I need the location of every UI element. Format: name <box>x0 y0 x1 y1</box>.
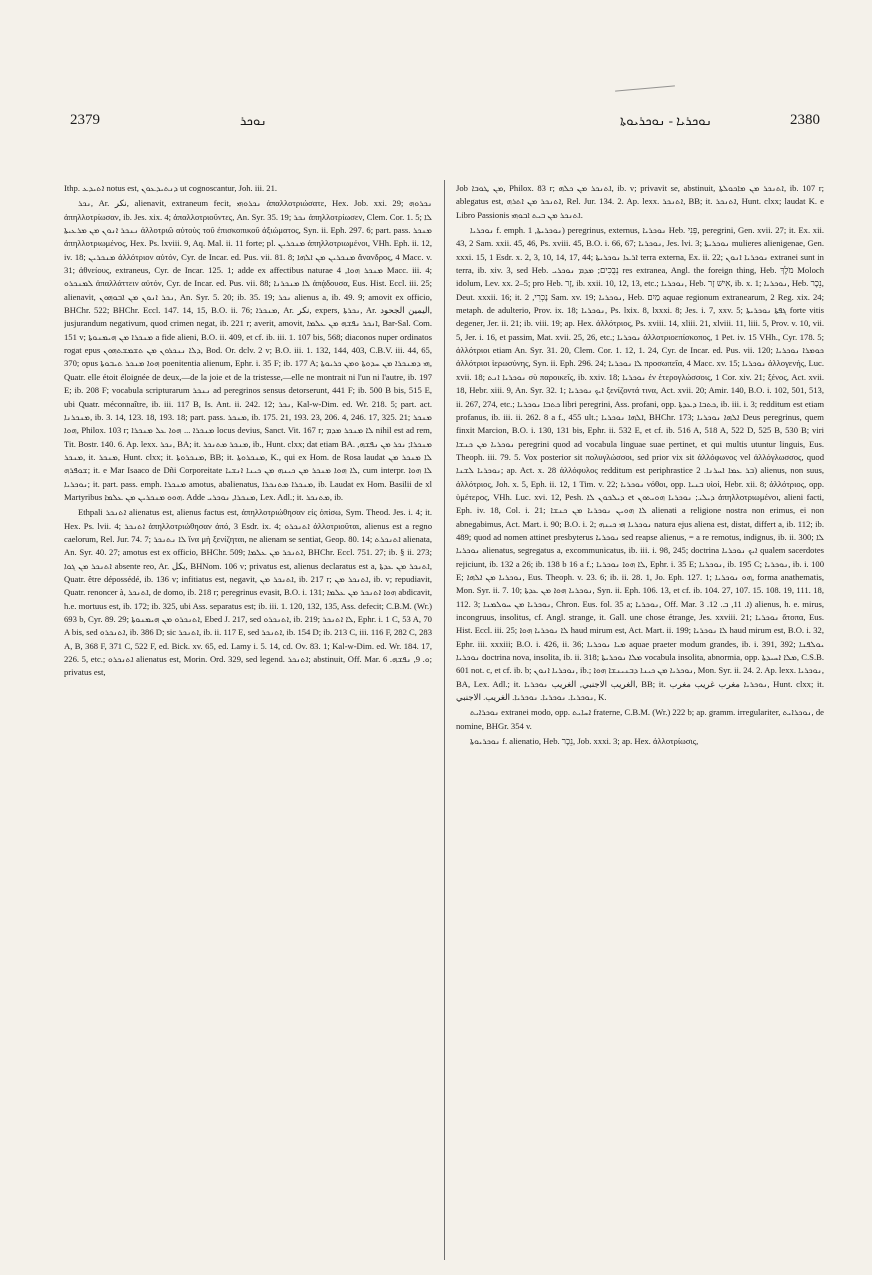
column-divider <box>444 180 445 1260</box>
entry-paragraph: ܢܘܟܪܝܘܬܐ f. alienatio, Heb. נֵכָר, Job. xxxi. 3; ap. Hex. ἀλλοτρίωσις, <box>470 736 699 747</box>
page-number-left: 2379 <box>70 112 100 128</box>
entry-paragraph: ܢܘܟܪܐܝܬ extranei modo, opp. ܐܚܐܝܬ fraterne, C.B.M. (Wr.) 222 b; ap. gramm. irregulariter, ܢܘܟܪܐܝܬ, de nomine, BHGr. 354 v. <box>456 707 824 731</box>
two-column-body <box>64 182 824 1262</box>
ink-mark <box>615 85 675 91</box>
entry-paragraph: Job ܡܢ ܛܘܒܐ, Philox. 83 r; ܐܬܢܟܪ ܡܢ ܟܠܗ, ib. v; privavit se, abstinuit, ܐܬܢܟܪ ܡܢ ܡܐܟܘܠܬܐ, ib. 107 r; ablegatus est, ܐܬܢܟܪ ܡܢ ܐܬܪܗ, Rel. Jur. 134. 2. Ap. lexx. ܐܬܢܟܪ, BB; it. ܐܬܢܟܪ, Hunt. clxx; laudat K. e Libro Passionis ܐܬܢܟܪ ܡܢ ܒܝܬ ܐܒܘܗܝ. <box>456 183 824 220</box>
running-headword-right: ܢܘܟܪܝܐ - ܢܘܟܪܝܘܬܐ <box>620 113 712 128</box>
entry-paragraph: Ethpali ܐܬܢܟܪ alienatus est, alienus factus est, ἀπηλλοτριώθησαν εἰς ὀπίσω, Sym. Theod. Jes. i. 4; it. Hex. Ps. lvii. 4; ܐܬܢܟܪ ἀπηλλοτριώθησαν ἀπό, 3 Esdr. ix. 4; ܐܬܢܟܪܘ ἀλλοτριοῦται, alienus est a regno caelorum, Rel. Jur. 74. 7; ܠܐ ܢܬܢܟܪ ἵνα μὴ ξενίζηται, ne alienam se sentiat, Geop. 80. 14; ܐܬܢܟܪܬ alienata, An. Syr. 40. 27; amotus est ex officio, BHChr. 509; ܐܬܢܟܪ ܡܢ ܥܠܡܐ, BHChr. Eccl. 751. 27; ib. § ii. 273; ܐܬܢܟܪ ܡܢ ܓܘܐ absente reo, Ar. بكل, BHNom. 106 v; privatus est, alienus declaratus est a, ܐܬܢܟܪ ܡܢ ܥܕܬܐ, Quatr. être dépossédé, ib. 136 v; infitiatus est, negavit, ܐܬܢܟܪ ܡܢ, ib. 217 r; ܐܬܢܟܪ ܡܢ, ib. v; repudiavit, Quatr. renoncer à, ܐܬܢܟܪ, de domo, ib. 218 r; peregrinus evasit, B.O. i. 131; ܗܘܐ ܐܬܢܟܪ ܡܢ ܥܠܡܐ abdicavit, h.e. mortuus est, ib. 172; ib. 325, ubi Ass. separatus est; ib. iii. 1. 120, 132, 135, Ass. defecit; C.B.M. (Wr.) 693 b, Cyr. 89. 29; ܐܬܢܟܪܘ ܡܢ ܗܝܡܢܘܬܐ, Ebed J. 217, sed ܐܬܢܟܪܘ, ib. 219; ܠܐ ܐܬܢܟܪ, Ephr. i. 1 C, 53 A, 70 A bis, sed ܐܬܢܟܪܘ, ib. 386 D; sic ܐܬܢܟܪ, ib. ii. 117 E, sed ܐܬܢܟܪ, ib. 154 D; ib. 213 C, iii. 116 F, 282 C, 283 A, B, 368 F, 371 C, 522 F, ed. Bick. xv. 65, ed. Lamy i. 5. 14, cd. Ov. 83. 1; Kal-w-Dim. ed. Wr. 184. 17, 226. 5, etc.; ܐܬܢܟܪܘ alienatus est, Morin. Ord. 329, sed legend. ܐܬܢܟܪ; abstinuit, Off. Mar. ܘ. 9, ܢܦܫܗ. 6; privatus est, <box>64 507 432 678</box>
right-column <box>456 182 824 1257</box>
entry-paragraph: ܢܟܪ, Ar. نكر, alienavit, extraneum fecit, ܢܟܪܘܗܝ ἀπαλλοτριώσατε, Hex. Job. xxi. 29; ܢܟܪܘܗ ἀπηλλοτρίωσαν, ib. Jes. xix. 4; ἀπαλλοτριοῦντες, An. Syr. 35. 19; ܢܟܪ ἀπηλλοτρίωσεν, Clem. Cor. 1. 5; ܠܐ ܢܢܟܪ ܐܢܘܢ ܡܢ ܡܪܥܝܬܐ ἀλλοτριῶ αὐτοὺς τοῦ ἐπισκοπικοῦ ἀξιώματος, Syn. ii. Eph. 297. 6; part. pass. ܡܢܟܪ ἀπηλλοτριωμένος, Hex. Ps. lxviii. 9, Aq. Mal. ii. 11 forte; pl. ܡܢܟܪܝܢ ἀπηλλοτριωμένοι, VHh. Eph. ii. 12, iv. 18; ܡܢܟܪܝܢ ἀλλότριον αὐτόν, Cyr. de Incar. ed. Pus. vii. 81. 8; ܡܢܟܪܝܢ ܡܢ ܐܠܗܐ ἄνανδρος, 4 Macc. v. 31; ἀθνείους, extraneus, Cyr. de Incar. 125. 1; adde ex affectibus naturae ܡܢܟܪ ܗܘܐ, 4 Macc. iii. 4; ܠܡܢܟܪܘ ἀπαλλάττειν αὐτόν, Cyr. de Incar. ed. Pus. vii. 88; ܠܐ ܡܢܟܪܢܐ ἀπᾴδουσα, Eus. Hist. Eccl. iii. 25; alienavit, ܢܟܪ ܐܢܘܢ ܡܢ ܐܒܘܗܘܢ, An. Syr. 5. 20; ib. 35. 19; ܢܟܪ alienus a, ib. 49. 9; amovit ex officio, BHChr. 522; BHChr. Eccl. 147. 14, 15, B.O. ii. 76; ܡܢܟܪܐ, Ar. نكر, expers, ܢܟܪܬܐ, Ar. اليمين الجحود, jusjurandum negativum, quod crimen negat, ib. 221 r; averit, amovit, ܐܢܟܪ ܢܦܫܗ ܡܢ ܥܠܡܐ, Bar-Sal. Com. 151 v; ܡܢܟܪܐ ܡܢ ܗܝܡܢܘܬܐ a fide alieni, B.O. ii. 409, et cf. ib. iii. 1. 107 bis, 568; diaconos nuper ordinatos rogat epus ܕܠܐ ܢܢܟܪܘܢ ܡܢ ܬܫܡܫܬܗܘܢ, Bod. Or. dclv. 2 v; B.O. iii. 1. 132, 144, 403, C.B.V. iii. 44, 65, 370; opus ܗܘܐ ܡܢܟܪ ܬܝܒܘܬܐ poenitentia alienum, Ephr. i. 35 F; ib. 177 A; ܗܝ ܕܡܢܟܪܐ ܡܢ ܚܕܘܬܐ ܘܡܢ ܟܪܝܘܬܐ, Quatr. elle étoit éloignée de deux,—de la joie et de la tristesse,—elle ne montrait ni l'un ni l'autre, ib. 197 E; ib. 208 F; vocabula scripturarum ܢܢܟܪ ad peregrinos sensus detorserunt, 441 F; ib. 500 B bis, 515 E, ubi Quatr. méconnaître, ib. iii. 117 B, Is. Ant. ii. 242. 12; ܢܟܪ, Kal-w-Dim. ed. Wr. 218. 5; part. act. ܡܢܟܪܢܐ, ib. 3. 14, 123. 18, 193. 18; part. pass. ܡܢܟܪ, ib. 175. 21, 193. 23, 206. 4, 246. 17, 325. 21; ܡܢܟܪ ܗܘܐ, Philox. 103 r; ܡܢܟܪܐ ... ܗܘܐ ܥܠ ܡܢܟܪܐ locus devius, Sanct. Vit. 167 r; ܠܐ ܡܢܟܪ ܡܕܡ nihil est ad rem, Tit. Bostr. 140. 6. Ap. lexx. ܢܟܪ, BA; it. ܡܢܟܪ ܡܬܢܟܪ, ib., Hunt. clxx; dat etiam BA. ܡܢܟܪܐ; ܢܟܪ ܡܢ ܢܦܫܗ, ܡܢܟܪ, it. ܡܢܟܪ, Hunt. clxx; it. ܡܢܟܪܘܬܐ, BB; it. ܡܢܟܪܘܬܐ, K., qui ex Hom. de Rosa laudat ܠܐ ܡܢܟܪ ܡܢ ܫܘܦܪܗ; it. e Mar Isaaco de Dñi Corporeitate ܠܐ ܗܘܐ ܡܢܟܪ ܡܢ ܟܝܢܗ ܡܢ ܟܝܢܐ ܐܢܫܝܐ, cum interpr. ܠܐ ܗܘܐ ܢܘܟܪܝܐ; it. part. pass. emph. ܡܢܟܪܐ amotus, abalienatus, ܡܢܟܪܐ ܡܬܢܟܪܐ, ib. Laudat ex Hom. Basilii de xl Martyribus ܗܘܘ ܡܢܟܪܝܢ ܡܢ ܥܠܡܐ. Adde ܡܢܟܪܐ, ܢܘܟܪܝ, Lex. Adl.; it. ܡܬܢܟܪ, ib. <box>64 198 432 502</box>
left-column <box>64 182 432 1257</box>
entry-paragraph: ܢܘܟܪܝܐ f. emph. ܢܘܟܪܝܬܐ, 1) peregrinus, externus, ܢܘܟܪܝܐ Heb. פְּנִי, peregrini, Gen. xvii. 27; it. Ex. xii. 43, 2 Sam. xxii. 45, 46, Ps. xviii. 45, B.O. i. 66, 67; ܢܘܟܪܝܐ, Jes. lvi. 3; ܢܘܟܪܝܬܐ mulieres alienigenae, Gen. xxxi. 15, 1 Esdr. x. 2, 3, 10, 14, 17, 44; ܐܪܥܐ ܢܘܟܪܝܬܐ terra externa, Ex. ii. 22; ܢܘܟܪܝܐ ܐܢܘܢ extranei sunt in terra, ib. xiv. 3, sed Heb. נְבֻכִים; ܡܕܡ ܢܘܟܪܝ res extranea, Angl. the foreign thing, Heb. מֹלֶךְ Moloch idolum, Lev. xx. 2–5; pro Heb. זָר, ib. xxii. 10, 12, 13, etc.; ܢܘܟܪܝܐ, Heb. אִישׁ זָר, ib. x. 1; ܢܘܟܪܝܐ, Heb. נֵכָר, Deut. xxxii. 16; it. נָכְרִי, 2 Sam. xv. 19; ܢܘܟܪܝܐ, Heb. מַיִם aquae regionum extranearum, 2 Reg. xix. 24; metaph. de adulterio, Prov. ix. 18; ܢܘܟܪܝܐ, Ps. lxix. 8, lxxxi. 8; Jes. i. 7, xxv. 5; ܓܦܬܐ ܢܘܟܪܝܬܐ forte vitis degener, Jer. ii. 21; ib. viii. 19; ap. Hex. ἀλλότριος, Ps. xviii. 14, xliii. 21, xlviii. 11, liii. 5, Prov. v. 10, vii. 5, Jer. i. 16, et passim, Mat. xvii. 25, 26, etc.; ܢܘܟܪܝܐ ἀλλοτριοεπίσκοπος, 1 Pet. iv. 15 VHh., Cyr. 178. 5; ἀλλότριοι etiam An. Syr. 31. 20, Clem. Cor. 1. 12, 1. 24, Cyr. de Incar. ed. Pus. vii. 120; ܟܘܡܪܐ ܢܘܟܪܝܐ ἀλλότριοι ἱερωσύνης, Syn. ii. Eph. 296. 24; ܠܐ ܢܘܟܪܝܐ προσωπεῖα, 4 Macc. xv. 15; ܢܘܟܪܝܐ ἀλλογενής, Luc. xvii. 18; ܢܘܟܪܝܐ ܐܢܬ σὺ παροικεῖς, ib. xxiv. 18; ܢܘܟܪܝܐ ἐν ἑτερογλώσσοις, 1 Cor. xiv. 21; ξένος, Act. xvii. 18, Hebr. xiii. 9, An. Syr. 32. 1; ܐܝܟ ܢܘܟܪܝܐ ξενίζοντά τινα, Act. xvii. 20; Amir. 140, B.O. i. 102, 501, 513, ii. 267, 274, etc.; ܟܬܒܐ ܢܘܟܪܝܐ libri peregrini, Ass. profani, opp. ܟܬܒܐ ܕܥܕܬܐ, ib. iii. i. 3; redditum est etiam profanus, ib. iii. ii. 262. 8 a f., 455 ult.; ܐܠܗܐ ܢܘܟܪܝܐ, BHChr. 173; ܐܠܗܐ ܢܘܟܪܝܐ Deus peregrinus, quem finxit Marcion, B.O. i. 130, 131 bis, Ephr. ii. 532 E, et cf. ib. 516 A, 518 A, 522 D, 525 B, 530 B; viri ܢܘܟܪܝܐ ܡܢ ܟܢܫܐ peregrini quod ad vocabula linguae suae pertinet, et qui multis utuntur linguis, Eus. Theoph. iii. 79. 5. Vox posterior sit πολυγλώσσοι, sed prior vix sit ἀλλόφωνος vel ἀλλόγλωσσος, quod ܢܘܟܪܝܐ ܠܫܢܐ; ap. Act. x. 28 ἀλλόφυλος redditum est periphrastice ܒܪ ܥܡܐ ܐܚܪܢܐ. 2) alienus, non suus, ἀλλότριος, Joh. x. 5, Eph. ii. 12, 1 Tim. v. 22; ܢܘܟܪܝܐ νόθοι, opp. ܒܢܝܐ υἱοί, Hebr. xii. 8; ἀλλότριος, opp. ὑμέτερος, VHh. Luc. xvi. 12, Pesh. ܕܝܠܟܘܢ ܠܐ et ܕܝܠܝ; ܢܘܟܪܝܐ ܗܘܝܬܘܢ ἀπηλλοτριωμένοι, alieni facti, Eph. iv. 18, Col. i. 21; ܠܐ ܗܘܝܢ ܢܘܟܪܝܐ ܡܢ ܟܢܫܐ alienati a religione nostra non erimus, ei non abnegabimus, Act. Mart. i. 90; B.O. i. 2; ܢܘܟܪܝܐ ܗܝ ܟܝܢܗ natura ejus aliena est, distat, differt a, ib. 112; ib. 489; quod ad nomen attinet presbyterus ܢܘܟܪܝܐ sed reapse alienus, = a re remotus, indignus, ib. ii. 300; ܠܐ ܢܘܟܪܝܐ alienatus, segregatus a, excommunicatus, ib. iii. i. 98, 245; doctrina ܐܝܟ ܢܘܟܪܝܐ qualem sacerdotes rejiciunt, ib. 132 a 26; ib. 138 b 16 a f.; ܠܐ ܗܘܐ ܢܘܟܪܝܐ, Ephr. i. 35 E; ܢܘܟܪܝܐ, ib. 195 C; ܢܘܟܪܝܐ, ib. i. 100 E; ܢܘܟܪܝܐ ܡܢ ܐܠܗܐ, Eus. Theoph. v. 23. 6; ib. ii. 28. 1, Jo. Eph. 127. 1; ܗܘ ܢܘܟܪܝܐ, forma anathematis, Mon. Syr. ii. 7. 10; ܢܘܟܪܝܐ ܗܘܐ ܡܢ ܥܕܬܐ, Syn. ii. Eph. 106. 13, et cf. ib. 104. 27, 107. 15. 108. 19, 111. 18, 112. 3; ܢܘܟܪܝܐ ܡܢ ܚܘܠܡܢܐ, Chron. Eus. fol. 35 a; ܢܘܟܪܝܐ, Off. Mar. ܐ. 11, ܒ. 12. 3) alienus, h. e. mirus, incongruus, insolitus, cf. Angl. strange, it. Gall. une chose étrange, Jes. xxviii. 21; ܢܘܟܪܝܐ ἄτοπα, Eus. Hist. Eccl. iii. 25; ܠܐ ܢܘܟܪܝܐ ܗܘܐ haud mirum est, Act. Mart. ii. 199; ܠܐ ܢܘܟܪܝܐ haud mirum est, B.O. i. 32, Ephr. iii. xxxiii; B.O. i. 426, ii. 36; ܡܝܐ ܢܘܟܪܝܐ aquae praeter modum grandes, ib. i. 391, 392; ܝܘܠܦܢܐ ܢܘܟܪܝܐ doctrina nova, insolita, ib. ii. 318; ܡܠܐ ܢܘܟܪܝܬܐ vocabula insolita, abnormia, opp. ܡܠܐ ܐܚܝܕܬܐ, C.S.B. 601 not. c, et cf. ib. b; ܢܘܟܪܝܐ ܐܢܘܢ, ib.; ܢܘܟܪܝܐ ܡܢ ܟܝܢܐ ܕܒܢܝܢܫܐ ܗܘܐ, Mon. Syr. ii. 24. 2. Ap. lexx. ܢܘܟܪܝܐ, BA, Lex. Adl.; it. الغريب الاجنبي, الغريب ܢܘܟܪܝܐ, BB; it. ܢܘܟܪܝܐ مغرب غريب مغرب, Hunt. clxx; it. ܢܘܟܪܝܐ. ܢܘܟܪܝܐ. ܢܘܟܪܝܐ. الغريب. الاجنبي, K. <box>456 225 824 703</box>
entry-paragraph: Ithp. ܐܬܝܕܥ notus est, ܕܢܬܝܕܥܘܢ ut cognoscantur, Joh. iii. 21. <box>64 183 278 193</box>
page-number-right: 2380 <box>790 112 820 128</box>
running-header <box>70 112 820 136</box>
running-headword-left: ܢܘܟܪ <box>240 113 267 128</box>
